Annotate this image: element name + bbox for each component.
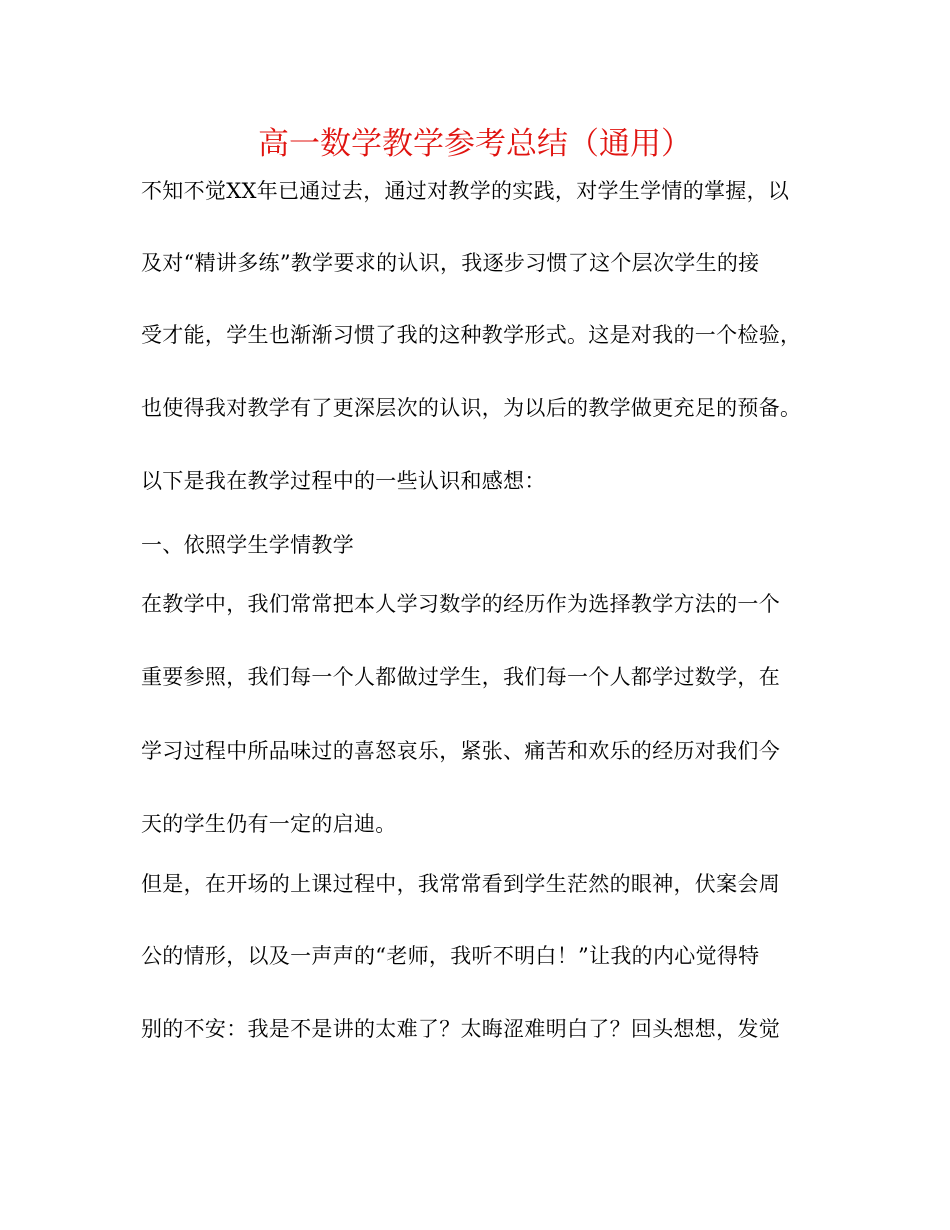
text-line-13: 别的不安：我是不是讲的太难了？太晦涩难明白了？回头想想，发觉 xyxy=(141,1017,780,1041)
section-heading: 一、依照学生学情教学 xyxy=(141,533,354,557)
text-line-7: 在教学中，我们常常把本人学习数学的经历作为选择教学方法的一个 xyxy=(141,592,780,616)
text-line-3: 受才能，学生也渐渐习惯了我的这种教学形式。这是对我的一个检验， xyxy=(141,323,802,347)
text-line-1: 不知不觉XX年已通过去，通过对教学的实践，对学生学情的掌握，以 xyxy=(141,179,790,203)
text-line-4: 也使得我对教学有了更深层次的认识，为以后的教学做更充足的预备。 xyxy=(141,396,802,420)
text-line-11: 但是，在开场的上课过程中，我常常看到学生茫然的眼神，伏案会周 xyxy=(141,872,780,896)
document-title: 高一数学教学参考总结（通用） xyxy=(258,126,692,162)
text-line-2: 及对“精讲多练”教学要求的认识，我逐步习惯了这个层次学生的接 xyxy=(141,251,760,275)
text-line-10: 天的学生仍有一定的启迪。 xyxy=(141,812,397,836)
text-line-9: 学习过程中所品味过的喜怒哀乐，紧张、痛苦和欢乐的经历对我们今 xyxy=(141,739,780,763)
text-line-5: 以下是我在教学过程中的一些认识和感想： xyxy=(141,469,546,493)
text-line-12: 公的情形，以及一声声的“老师，我听不明白！”让我的内心觉得特 xyxy=(141,944,760,968)
text-line-8: 重要参照，我们每一个人都做过学生，我们每一个人都学过数学，在 xyxy=(141,665,780,689)
